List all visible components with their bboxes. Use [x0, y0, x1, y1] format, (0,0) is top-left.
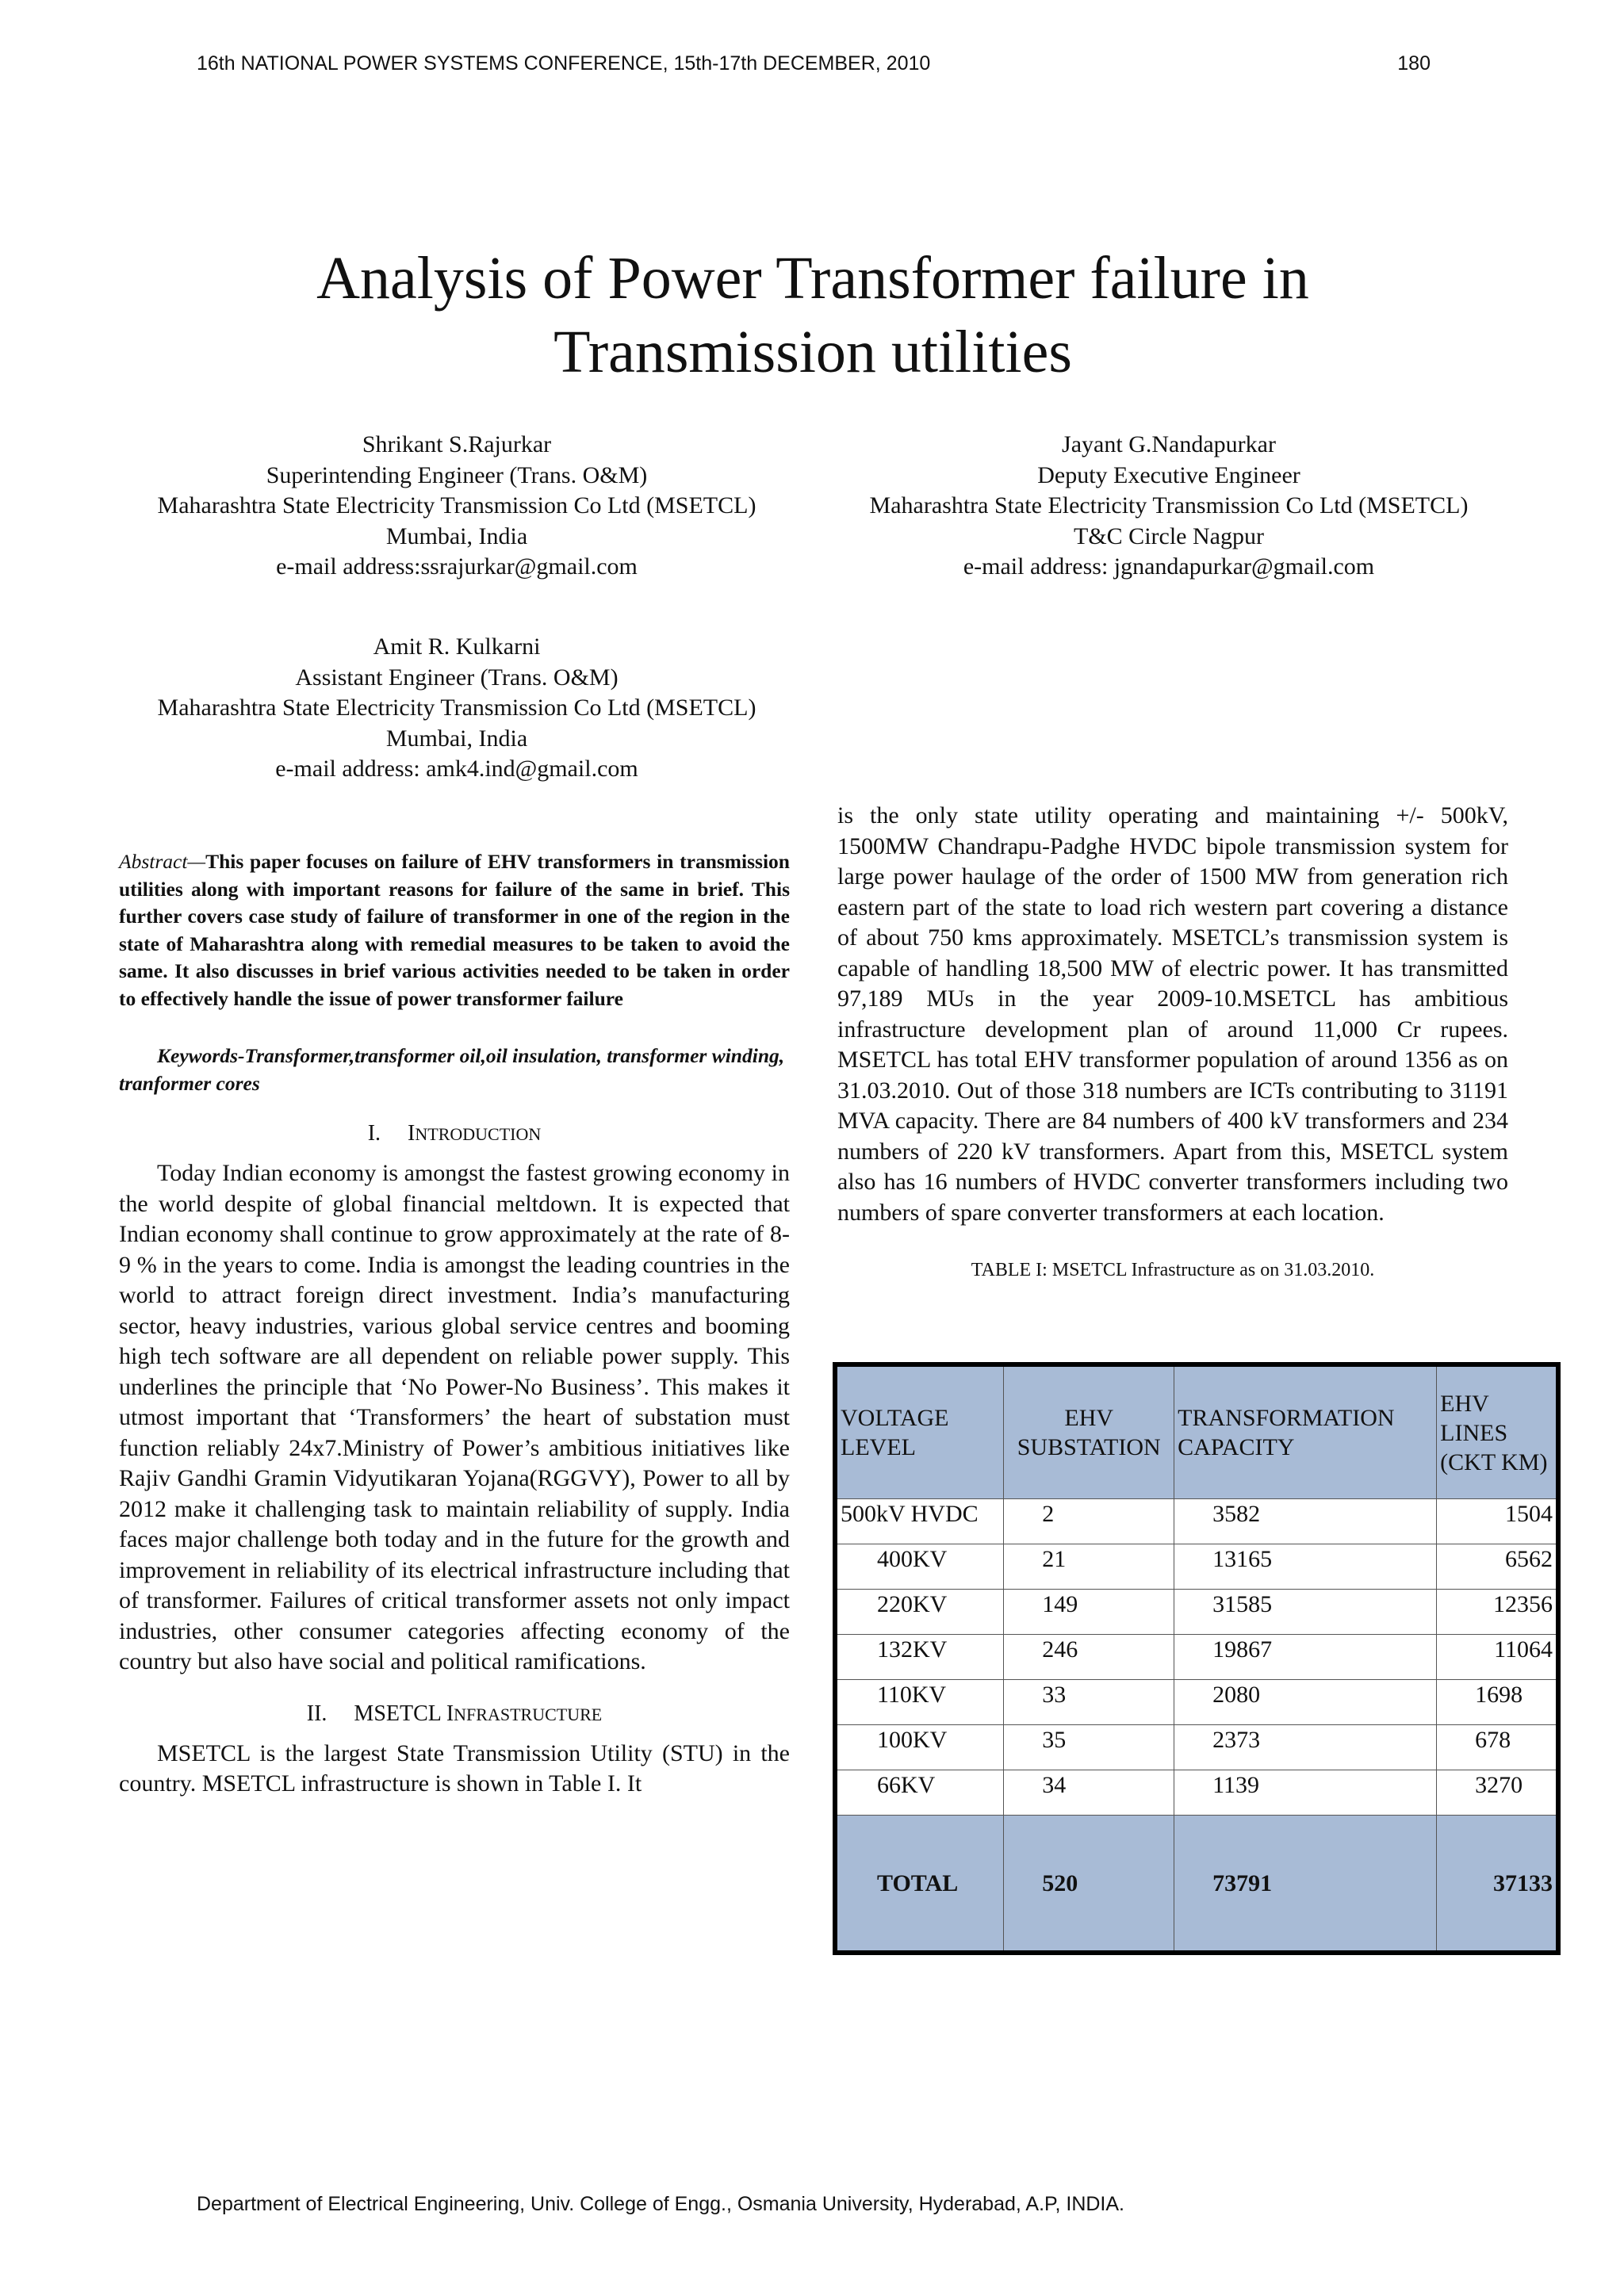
right-column — [837, 801, 1508, 1301]
table-cell: 1698 — [1437, 1680, 1558, 1725]
table-total-cell: TOTAL — [835, 1816, 1004, 1954]
author-block-3 — [108, 632, 806, 785]
author-organization: Maharashtra State Electricity Transmission Co Ltd (MSETCL) — [157, 492, 756, 519]
table-cell: 31585 — [1174, 1590, 1437, 1635]
table-cell: 246 — [1004, 1635, 1174, 1680]
paper-title — [127, 242, 1499, 389]
section-title-rest: NFRASTRUCTURE — [454, 1704, 603, 1724]
paragraph: is the only state utility operating and maintaining +/- 500kV, 1500MW Chandrapu-Padghe HVDC bipole transmission system for large power haulage of the order of 1500 MW from generation rich eastern part of the state to load rich western part covering a distance of about 750 kms approximately. MSETCL’s transmission system is capable of handling 18,500 MW of electric power. It has transmitted 97,189 MUs in the year 2009-10.MSETCL has ambitious infrastructure development plan of around 11,000 Cr rupees. MSETCL has total EHV transformer population of around 1356 as on 31.03.2010. Out of those 318 numbers are ICTs contributing to 31191 MVA capacity. There are 84 numbers of 400 kV transformers and 234 numbers of 220 kV transformers. Apart from this, MSETCL system also has 16 numbers of HVDC converter transformers including two numbers of spare converter transformers at each location. — [837, 802, 1508, 1226]
author-email: e-mail address:ssrajurkar@gmail.com — [276, 553, 638, 580]
page-number: 180 — [1397, 52, 1431, 75]
author-position: Superintending Engineer (Trans. O&M) — [266, 461, 648, 488]
left-column — [119, 848, 790, 1800]
table-row — [835, 1590, 1558, 1635]
table-total-cell: 37133 — [1437, 1816, 1558, 1954]
table-header-cell: VOLTAGE LEVEL — [835, 1364, 1004, 1499]
table-cell: 1504 — [1437, 1499, 1558, 1544]
table-cell: 500kV HVDC — [835, 1499, 1004, 1544]
table-cell: 35 — [1004, 1725, 1174, 1770]
author-organization: Maharashtra State Electricity Transmission Co Ltd (MSETCL) — [869, 492, 1469, 519]
author-block-2 — [820, 430, 1518, 583]
abstract — [119, 848, 790, 1012]
paragraph: Today Indian economy is amongst the fastest growing economy in the world despite of global financial meltdown. It is expected that Indian economy shall continue to grow approximately at the rate of 8-9 % in the years to come. India is amongst the leading countries in the world to attract foreign direct investment. India’s manufacturing sector, heavy industries, various global service centres and booming high tech software are all dependent on reliable power supply. This underlines the principle that ‘No Power-No Business’. This makes it utmost important that ‘Transformers’ the heart of substation must function reliably 24x7.Ministry of Power’s ambitious initiatives like Rajiv Gandhi Gramin Vidyutikaran Yojana(RGGVY), Power to all by 2012 make it challenging task to maintain reliability of supply. India faces major challenge both today and in the future for the growth and improvement in reliability of its electrical infrastructure including that of transformer. Failures of critical transformer assets not only impact industries, other consumer categories affecting economy of the country but also have social and political ramifications. — [119, 1160, 790, 1674]
section-title-initial: I — [408, 1121, 416, 1146]
table-cell: 3582 — [1174, 1499, 1437, 1544]
table-header-cell: EHV LINES (CKT KM) — [1437, 1364, 1558, 1499]
running-header — [197, 52, 1431, 81]
table-cell: 19867 — [1174, 1635, 1437, 1680]
table-cell: 2080 — [1174, 1680, 1437, 1725]
section-title-rest: NTRODUCTION — [415, 1124, 542, 1144]
table-cell: 3270 — [1437, 1770, 1558, 1816]
author-block-1 — [108, 430, 806, 583]
table-header-cell: EHV SUBSTATION — [1004, 1364, 1174, 1499]
table-cell: 13165 — [1174, 1544, 1437, 1590]
table-cell: 11064 — [1437, 1635, 1558, 1680]
table-cell: 21 — [1004, 1544, 1174, 1590]
section-heading-infrastructure — [119, 1700, 790, 1729]
author-email: e-mail address: jgnandapurkar@gmail.com — [963, 553, 1375, 580]
table-row — [835, 1770, 1558, 1816]
table-cell: 12356 — [1437, 1590, 1558, 1635]
table-cell: 6562 — [1437, 1544, 1558, 1590]
table-cell: 678 — [1437, 1725, 1558, 1770]
abstract-label: Abstract— — [119, 850, 206, 873]
table-row — [835, 1635, 1558, 1680]
table-total-cell: 520 — [1004, 1816, 1174, 1954]
table-cell: 110KV — [835, 1680, 1004, 1725]
author-email: e-mail address: amk4.ind@gmail.com — [275, 756, 638, 782]
table-cell: 66KV — [835, 1770, 1004, 1816]
keywords: Keywords-Transformer,transformer oil,oil insulation, transformer winding, tranformer cores — [119, 1044, 785, 1095]
table-row — [835, 1725, 1558, 1770]
table-cell: 34 — [1004, 1770, 1174, 1816]
table-caption: TABLE I: MSETCL Infrastructure as on 31.03.2010. — [971, 1260, 1375, 1280]
table-row — [835, 1499, 1558, 1544]
title-line-2: Transmission utilities — [553, 319, 1072, 385]
author-name: Jayant G.Nandapurkar — [1062, 431, 1276, 457]
table-cell: 1139 — [1174, 1770, 1437, 1816]
table-cell: 400KV — [835, 1544, 1004, 1590]
author-location: Mumbai, India — [385, 522, 528, 549]
author-name: Shrikant S.Rajurkar — [362, 431, 552, 457]
table-cell: 2 — [1004, 1499, 1174, 1544]
table-cell: 100KV — [835, 1725, 1004, 1770]
table-row — [835, 1680, 1558, 1725]
author-name: Amit R. Kulkarni — [373, 633, 541, 660]
author-organization: Maharashtra State Electricity Transmission Co Ltd (MSETCL) — [157, 695, 756, 721]
infrastructure-table — [833, 1362, 1561, 1955]
table-cell: 220KV — [835, 1590, 1004, 1635]
table-total-cell: 73791 — [1174, 1816, 1437, 1954]
author-location: T&C Circle Nagpur — [1074, 522, 1264, 549]
section-number: II. — [306, 1701, 327, 1726]
table-header-cell: TRANSFORMATION CAPACITY — [1174, 1364, 1437, 1499]
author-location: Mumbai, India — [385, 725, 528, 752]
paragraph: MSETCL is the largest State Transmission Utility (STU) in the country. MSETCL infrastructure is shown in Table I. It — [119, 1739, 790, 1797]
section-title-initial: MSETCL I — [354, 1701, 454, 1726]
table-total-row — [835, 1816, 1558, 1954]
page-footer: Department of Electrical Engineering, Univ. College of Engg., Osmania University, Hyderabad, A.P, INDIA. — [197, 2193, 1124, 2215]
conference-name: 16th NATIONAL POWER SYSTEMS CONFERENCE, 15th-17th DECEMBER, 2010 — [197, 52, 931, 75]
section-number: I. — [367, 1121, 381, 1146]
table-header-row — [835, 1364, 1558, 1499]
table-cell: 2373 — [1174, 1725, 1437, 1770]
abstract-text: This paper focuses on failure of EHV transformers in transmission utilities along with important reasons for failure of the same in brief. This further covers case study of failure of transformer in one of the region in the state of Maharashtra along with remedial measures to be taken to avoid the same. It also discusses in brief various activities needed to be taken in order to effectively handle the issue of power transformer failure — [119, 850, 790, 1010]
table-cell: 149 — [1004, 1590, 1174, 1635]
author-position: Deputy Executive Engineer — [1037, 461, 1300, 488]
table-row — [835, 1544, 1558, 1590]
table-cell: 132KV — [835, 1635, 1004, 1680]
author-position: Assistant Engineer (Trans. O&M) — [295, 664, 619, 691]
section-heading-introduction — [119, 1119, 790, 1149]
table-cell: 33 — [1004, 1680, 1174, 1725]
title-line-1: Analysis of Power Transformer failure in — [316, 245, 1309, 312]
